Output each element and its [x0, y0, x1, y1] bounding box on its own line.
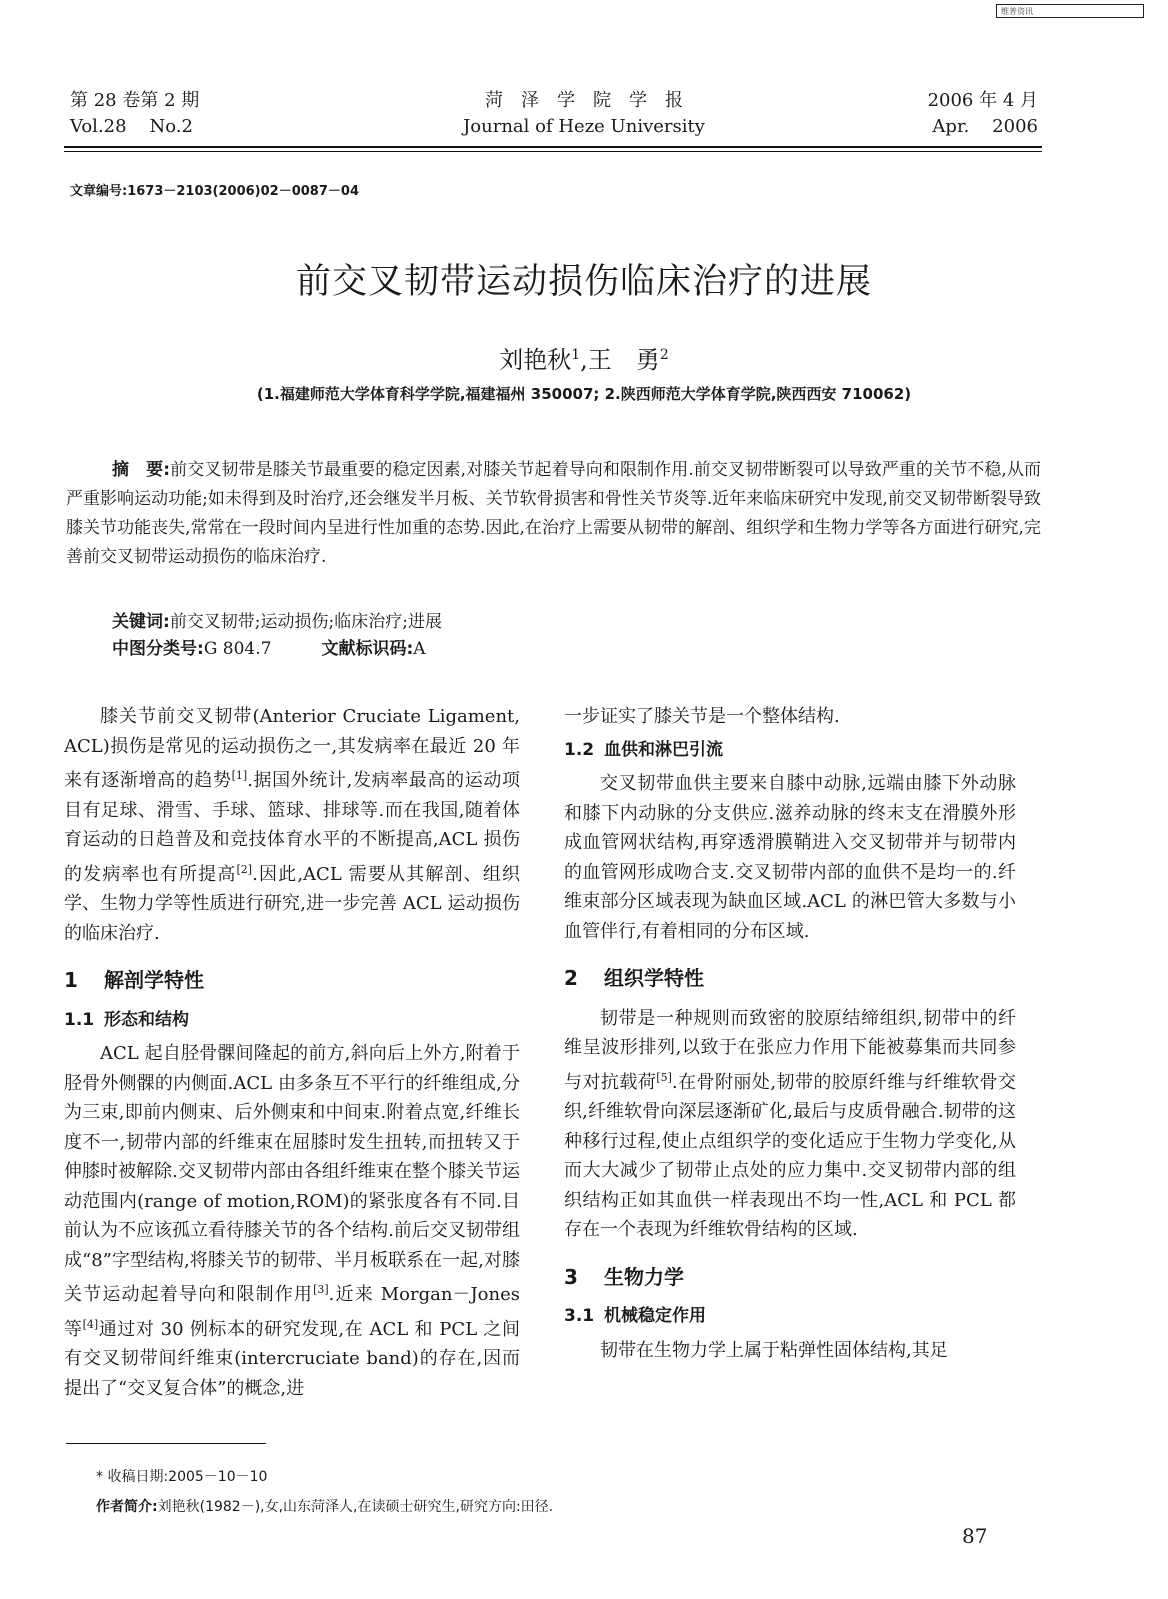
text-run: ACL 起自胫骨髁间隆起的前方,斜向后上外方,附着于胫骨外侧髁的内侧面.ACL 由多条互不平行的纤维组成,分为三束,即前内侧束、后外侧束和中间束.附着点宽,纤维长度不一,韧带内部的纤维束在屈膝时发生扭转,而扭转又于伸膝时被解除.交叉韧带内部由各组纤维束在整个膝关节运动范围内(range of motion,ROM)的紧张度各有不同.目前认为不应该孤立看待膝关节的各个结构.前后交叉韧带组成“8”字型结构,将膝关节的韧带、半月板联系在一起,对膝关节运动起着导向和限制作用 [64, 1043, 520, 1305]
citation-ref: [2] [236, 862, 253, 876]
journal-name-cn: 菏泽学院学报 [485, 90, 701, 111]
text-run: 膝关节前交叉韧带(Anterior Cruciate Ligament, ACL)损伤是常见的运动损伤之一,其发病率在最近 20 年来有逐渐增高的趋势 [64, 706, 520, 791]
author-1: 刘艳秋 [499, 346, 572, 374]
watermark-stamp: 维普资讯 [996, 4, 1144, 18]
body-paragraph [564, 1004, 1016, 1245]
footnote [96, 1462, 553, 1522]
section-number: 3.1 [564, 1306, 595, 1326]
journal-name-en: Journal of Heze University [463, 116, 705, 137]
section-number: 3 [564, 1264, 578, 1289]
text-run: 通过对 30 例标本的研究发现,在 ACL 和 PCL 之间有交叉韧带间纤维束(intercruciate band)的存在,因而提出了“交叉复合体”的概念,进 [64, 1318, 520, 1399]
section-heading-1 [64, 966, 520, 996]
clc-value: G 804.7 [203, 639, 272, 659]
text-run: .因此,ACL 需要从其解剖、组织学、生物力学等性质进行研究,进一步完善 ACL 运动损伤的临床治疗. [64, 863, 521, 944]
section-title: 组织学特性 [604, 966, 704, 990]
section-title: 血供和淋巴引流 [604, 739, 723, 760]
body-column-right [564, 702, 1016, 1365]
subsection-heading-1-2 [564, 736, 1016, 766]
text-run: .近来 Morgan－Jones 等 [64, 1284, 521, 1340]
header-rule-thin [64, 151, 1042, 152]
doc-code-label: 文献标识码: [321, 639, 414, 659]
author-2-mark: 2 [659, 347, 669, 363]
section-title: 解剖学特性 [104, 968, 204, 992]
intro-paragraph [64, 702, 520, 948]
clc-label: 中图分类号: [112, 639, 204, 659]
author-bio [96, 1492, 553, 1522]
keywords-label: 关键词: [112, 612, 170, 632]
citation-ref: [1] [231, 769, 248, 782]
footnote-rule [66, 1443, 266, 1444]
section-title: 形态和结构 [104, 1009, 189, 1030]
body-paragraph: 韧带在生物力学上属于粘弹性固体结构,其足 [600, 1339, 948, 1361]
section-heading-2 [564, 964, 1016, 994]
subsection-heading-1-1 [64, 1006, 520, 1036]
header-rule-thick [64, 146, 1042, 148]
author-1-mark: 1 [571, 347, 581, 363]
issue-date [880, 88, 1038, 140]
volume-en: Vol.28 No.2 [70, 116, 193, 137]
abstract [66, 456, 1041, 572]
body-paragraph: 交叉韧带血供主要来自膝中动脉,远端由膝下外动脉和膝下内动脉的分支供应.滋养动脉的终末支在滑膜外形成血管网状结构,再穿透滑膜鞘进入交叉韧带并与韧带内的血管网形成吻合支.交叉韧带内部的血供不是均一的.纤维束部分区域表现为缺血区域.ACL 的淋巴管大多数与小血管伴行,有着相同的分布区域. [564, 773, 1016, 942]
section-number: 1.2 [564, 739, 595, 760]
section-title: 生物力学 [604, 1264, 684, 1289]
body-paragraph [64, 1039, 520, 1403]
subsection-heading-3-1 [564, 1302, 1016, 1332]
body-paragraph: 一步证实了膝关节是一个整体结构. [564, 706, 840, 727]
author-line [0, 340, 1168, 375]
section-number: 1.1 [64, 1009, 95, 1030]
citation-ref: [4] [82, 1317, 99, 1331]
received-date: * 收稿日期:2005－10－10 [96, 1469, 268, 1485]
doc-code-value: A [413, 639, 426, 659]
section-number: 2 [564, 966, 578, 990]
section-heading-3 [564, 1263, 1016, 1293]
keywords-block [112, 609, 442, 663]
keywords [112, 609, 442, 636]
citation-ref: [3] [313, 1283, 329, 1296]
classification [112, 636, 442, 663]
text-run: .在骨附丽处,韧带的胶原纤维与纤维软骨交织,纤维软骨向深层逐渐矿化,最后与皮质骨融合.韧带的这种移行过程,使止点组织学的变化适应于生物力学变化,从而大大减少了韧带止点处的应力集中.交叉韧带内部的组织结构正如其血供一样表现出不均一性,ACL 和 PCL 都存在一个表现为纤维软骨结构的区域. [564, 1071, 1017, 1240]
date-en: Apr. 2006 [932, 116, 1038, 137]
abstract-label: 摘 要: [112, 460, 171, 480]
section-number: 1 [64, 968, 78, 992]
keywords-text: 前交叉韧带;运动损伤;临床治疗;进展 [169, 612, 442, 632]
author-2: ,王 勇 [580, 346, 660, 374]
bio-label: 作者简介: [96, 1499, 158, 1515]
affiliation: (1.福建师范大学体育科学学院,福建福州 350007; 2.陕西师范大学体育学院,陕西西安 710062) [256, 385, 912, 403]
citation-ref: [5] [656, 1070, 672, 1084]
date-cn: 2006 年 4 月 [927, 90, 1038, 111]
body-column-left [64, 702, 520, 1403]
article-number: 文章编号:1673－2103(2006)02－0087－04 [70, 184, 359, 199]
article-title: 前交叉韧带运动损伤临床治疗的进展 [295, 262, 872, 302]
text-run: .据国外统计,发病率最高的运动项目有足球、滑雪、手球、篮球、排球等.而在我国,随着体育运动的日趋普及和竞技体育水平的不断提高,ACL 损伤的发病率也有所提高 [64, 770, 520, 885]
page-number: 87 [962, 1524, 988, 1548]
abstract-text: 前交叉韧带是膝关节最重要的稳定因素,对膝关节起着导向和限制作用.前交叉韧带断裂可以导致严重的关节不稳,从而严重影响运动功能;如未得到及时治疗,还会继发半月板、关节软骨损害和骨性关节炎等.近年来临床研究中发现,前交叉韧带断裂导致膝关节功能丧失,常常在一段时间内呈进行性加重的态势.因此,在治疗上需要从韧带的解剖、组织学和生物力学等各方面进行研究,完善前交叉韧带运动损伤的临床治疗. [66, 460, 1041, 567]
bio-text: 刘艳秋(1982－),女,山东菏泽人,在读硕士研究生,研究方向:田径. [157, 1499, 554, 1515]
volume-cn: 第 28 卷第 2 期 [70, 90, 200, 111]
section-title: 机械稳定作用 [604, 1306, 706, 1326]
text-run: 韧带是一种规则而致密的胶原结缔组织,韧带中的纤维呈波形排列,以致于在张应力作用下能被募集而共同参与对抗载荷 [564, 1007, 1016, 1093]
